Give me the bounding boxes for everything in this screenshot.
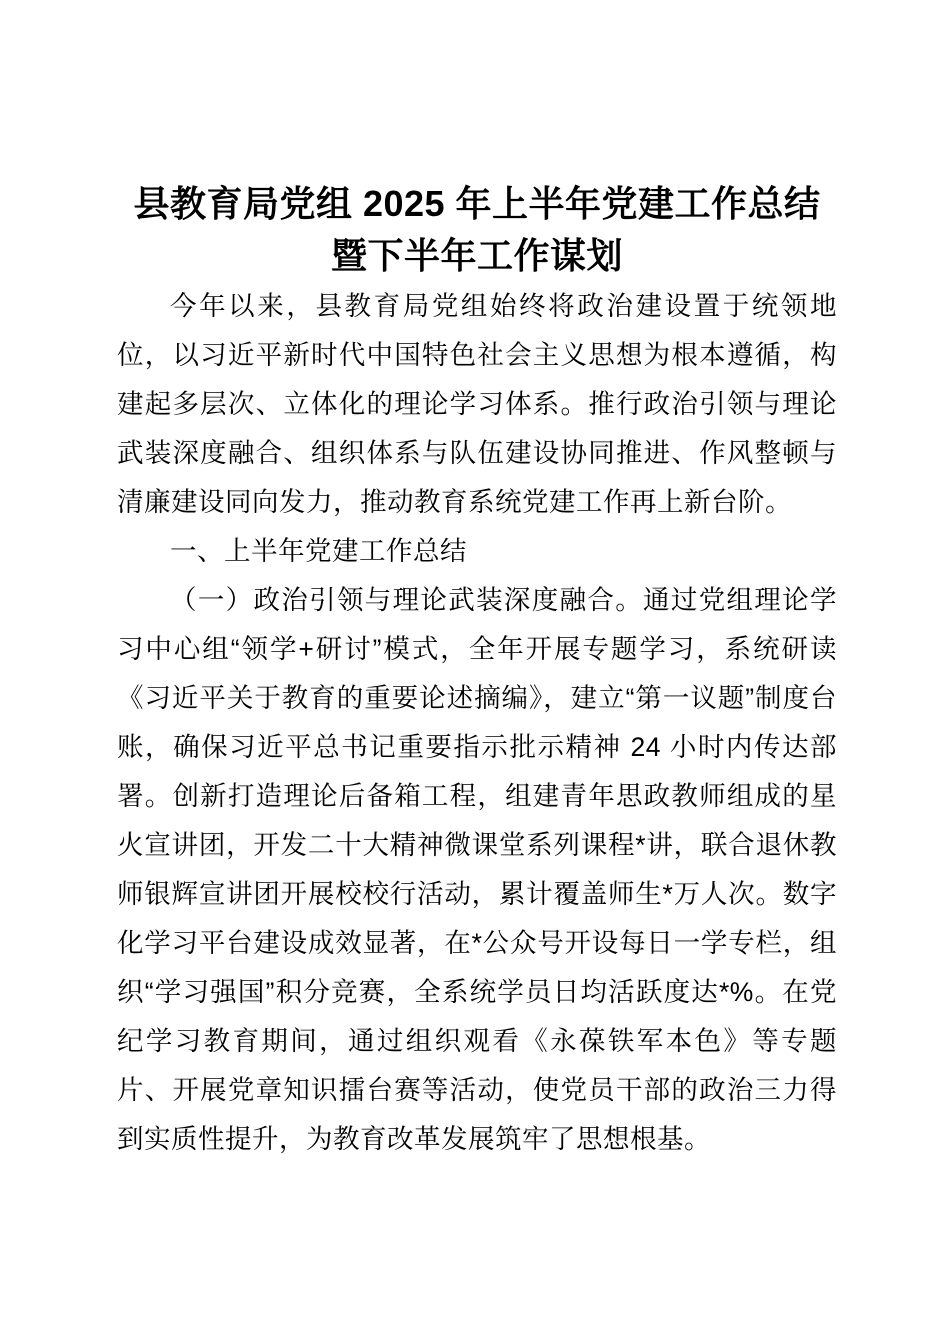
paragraph-section-one: （一）政治引领与理论武装深度融合。通过党组理论学习中心组“领学+研讨”模式，全年开展专题学习，系统研读《习近平关于教育的重要论述摘编》，建立“第一议题”制度台账，确保习近平总书记重要指示批示精神 24 小时内传达部署。创新打造理论后备箱工程，组建青年思政教师组成的星火宣讲团，开发二十大精神微课堂系列课程*讲，联合退休教师银辉宣讲团开展校校行活动，累计覆盖师生*万人次。数字化学习平台建设成效显著，在*公众号开设每日一学专栏，组织“学习强国”积分竞赛，全系统学员日均活跃度达*%。在党纪学习教育期间，通过组织观看《永葆铁军本色》等专题片、开展党章知识擂台赛等活动，使党员干部的政治三力得到实质性提升，为教育改革发展筑牢了思想根基。 [117,585,837,1154]
document-title: 县教育局党组 2025 年上半年党建工作总结暨下半年工作谋划 [133,183,821,276]
section-heading-first-half-summary: 一、上半年党建工作总结 [170,536,467,566]
paragraph-intro: 今年以来，县教育局党组始终将政治建设置于统领地位，以习近平新时代中国特色社会主义思想为根本遵循，构建起多层次、立体化的理论学习体系。推行政治引领与理论武装深度融合、组织体系与队伍建设协同推进、作风整顿与清廉建设同向发力，推动教育系统党建工作再上新台阶。 [117,291,837,517]
